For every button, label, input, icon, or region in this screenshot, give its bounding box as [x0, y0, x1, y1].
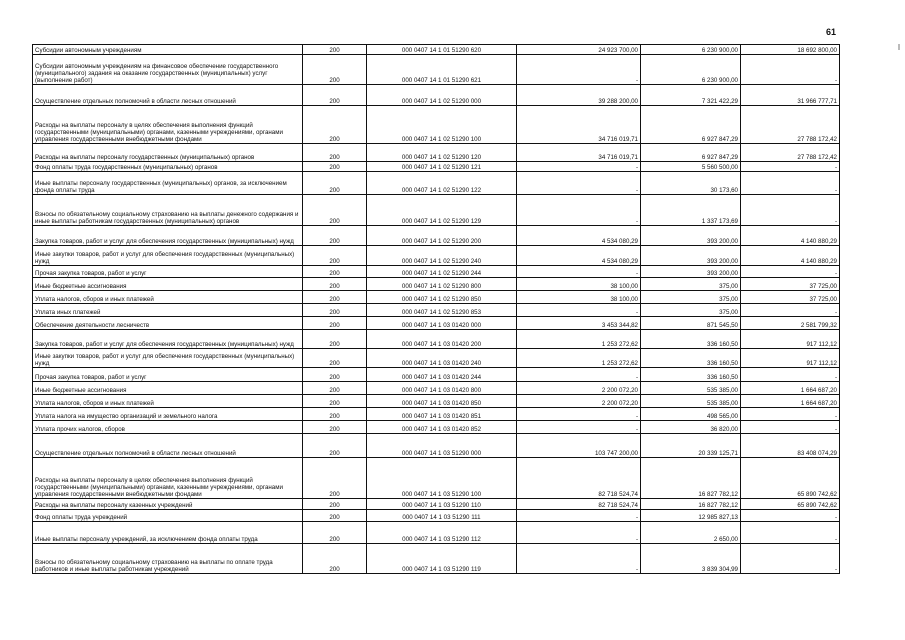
table-row [33, 106, 840, 144]
executed-amount-cell: 7 321 422,29 [641, 85, 741, 106]
table-row [33, 172, 840, 195]
budget-classification-code-cell: 000 0407 14 1 02 51290 129 [367, 195, 517, 226]
executed-amount-cell: 871 545,50 [641, 317, 741, 330]
approved-amount-cell: - [517, 304, 641, 317]
expense-name-cell: Обеспечение деятельности лесничеств [33, 317, 303, 330]
approved-amount-cell: 4 534 080,29 [517, 226, 641, 246]
approved-amount-cell: 3 453 344,82 [517, 317, 641, 330]
executed-amount-cell: 535 385,00 [641, 395, 741, 408]
expense-name-cell: Прочая закупка товаров, работ и услуг [33, 266, 303, 278]
executed-amount-cell: 16 827 782,12 [641, 499, 741, 510]
approved-amount-cell: - [517, 172, 641, 195]
line-code-cell: 200 [303, 266, 367, 278]
remaining-amount-cell: - [741, 408, 840, 421]
table-row [33, 226, 840, 246]
executed-amount-cell: 6 230 900,00 [641, 55, 741, 85]
line-code-cell: 200 [303, 349, 367, 368]
executed-amount-cell: 20 339 125,71 [641, 434, 741, 458]
table-row [33, 144, 840, 162]
remaining-amount-cell: - [741, 304, 840, 317]
budget-classification-code-cell: 000 0407 14 1 01 51290 620 [367, 45, 517, 55]
budget-classification-code-cell: 000 0407 14 1 02 51290 850 [367, 291, 517, 304]
remaining-amount-cell: - [741, 195, 840, 226]
budget-classification-code-cell: 000 0407 14 1 02 51290 100 [367, 106, 517, 144]
budget-classification-code-cell: 000 0407 14 1 03 01420 244 [367, 368, 517, 382]
line-code-cell: 200 [303, 55, 367, 85]
budget-classification-code-cell: 000 0407 14 1 02 51290 240 [367, 246, 517, 266]
line-code-cell: 200 [303, 458, 367, 499]
expense-name-cell: Уплата прочих налогов, сборов [33, 421, 303, 434]
executed-amount-cell: 6 927 847,29 [641, 144, 741, 162]
remaining-amount-cell: 2 581 799,32 [741, 317, 840, 330]
expense-name-cell: Субсидии автономным учреждениям на финансовое обеспечение государственного (муниципального) задания на оказание государственных (муниципальных) услуг (выполнение работ) [33, 55, 303, 85]
line-code-cell: 200 [303, 395, 367, 408]
budget-classification-code-cell: 000 0407 14 1 03 51290 100 [367, 458, 517, 499]
approved-amount-cell: 34 716 019,71 [517, 106, 641, 144]
remaining-amount-cell: 65 890 742,62 [741, 458, 840, 499]
remaining-amount-cell: - [741, 522, 840, 544]
executed-amount-cell: 535 385,00 [641, 382, 741, 395]
line-code-cell: 200 [303, 162, 367, 172]
remaining-amount-cell: 27 788 172,42 [741, 144, 840, 162]
table-row [33, 330, 840, 349]
budget-classification-code-cell: 000 0407 14 1 03 01420 000 [367, 317, 517, 330]
remaining-amount-cell: - [741, 421, 840, 434]
budget-classification-code-cell: 000 0407 14 1 03 01420 240 [367, 349, 517, 368]
expense-name-cell: Прочая закупка товаров, работ и услуг [33, 368, 303, 382]
line-code-cell: 200 [303, 421, 367, 434]
table-row [33, 195, 840, 226]
remaining-amount-cell: 37 725,00 [741, 291, 840, 304]
remaining-amount-cell: 18 692 800,00 [741, 45, 840, 55]
approved-amount-cell: - [517, 421, 641, 434]
expense-name-cell: Субсидии автономным учреждениям [33, 45, 303, 55]
line-code-cell: 200 [303, 85, 367, 106]
line-code-cell: 200 [303, 144, 367, 162]
line-code-cell: 200 [303, 291, 367, 304]
expense-name-cell: Осуществление отдельных полномочий в области лесных отношений [33, 434, 303, 458]
approved-amount-cell: 4 534 080,29 [517, 246, 641, 266]
line-code-cell: 200 [303, 434, 367, 458]
executed-amount-cell: 393 200,00 [641, 246, 741, 266]
budget-classification-code-cell: 000 0407 14 1 02 51290 122 [367, 172, 517, 195]
approved-amount-cell: 39 288 200,00 [517, 85, 641, 106]
scan-edge-mark [898, 44, 900, 50]
table-row [33, 246, 840, 266]
remaining-amount-cell: 27 788 172,42 [741, 106, 840, 144]
table-row [33, 510, 840, 522]
approved-amount-cell: 82 718 524,74 [517, 499, 641, 510]
line-code-cell: 200 [303, 45, 367, 55]
line-code-cell: 200 [303, 510, 367, 522]
expense-name-cell: Расходы на выплаты персоналу казенных учреждений [33, 499, 303, 510]
table-row [33, 408, 840, 421]
approved-amount-cell: - [517, 55, 641, 85]
executed-amount-cell: 1 337 173,69 [641, 195, 741, 226]
remaining-amount-cell: - [741, 172, 840, 195]
expense-name-cell: Иные бюджетные ассигнования [33, 382, 303, 395]
line-code-cell: 200 [303, 330, 367, 349]
budget-classification-code-cell: 000 0407 14 1 03 51290 112 [367, 522, 517, 544]
line-code-cell: 200 [303, 106, 367, 144]
remaining-amount-cell: 917 112,12 [741, 330, 840, 349]
executed-amount-cell: 30 173,60 [641, 172, 741, 195]
expense-name-cell: Уплата иных платежей [33, 304, 303, 317]
table-body [33, 45, 840, 574]
table-row [33, 266, 840, 278]
expense-name-cell: Иные закупки товаров, работ и услуг для обеспечения государственных (муниципальных) нужд [33, 246, 303, 266]
remaining-amount-cell: - [741, 544, 840, 574]
executed-amount-cell: 375,00 [641, 304, 741, 317]
remaining-amount-cell: 83 408 074,29 [741, 434, 840, 458]
approved-amount-cell: - [517, 544, 641, 574]
approved-amount-cell: - [517, 510, 641, 522]
table-row [33, 291, 840, 304]
remaining-amount-cell: 37 725,00 [741, 278, 840, 291]
table-row [33, 382, 840, 395]
budget-classification-code-cell: 000 0407 14 1 01 51290 621 [367, 55, 517, 85]
line-code-cell: 200 [303, 544, 367, 574]
budget-classification-code-cell: 000 0407 14 1 03 51290 119 [367, 544, 517, 574]
approved-amount-cell: 34 716 019,71 [517, 144, 641, 162]
table-row [33, 55, 840, 85]
remaining-amount-cell: - [741, 162, 840, 172]
table-row [33, 458, 840, 499]
expense-name-cell: Расходы на выплаты персоналу государственных (муниципальных) органов [33, 144, 303, 162]
line-code-cell: 200 [303, 172, 367, 195]
budget-classification-code-cell: 000 0407 14 1 02 51290 244 [367, 266, 517, 278]
executed-amount-cell: 3 839 304,99 [641, 544, 741, 574]
line-code-cell: 200 [303, 226, 367, 246]
line-code-cell: 200 [303, 246, 367, 266]
remaining-amount-cell: 65 890 742,62 [741, 499, 840, 510]
approved-amount-cell: 38 100,00 [517, 278, 641, 291]
budget-classification-code-cell: 000 0407 14 1 02 51290 000 [367, 85, 517, 106]
executed-amount-cell: 375,00 [641, 278, 741, 291]
table-row [33, 45, 840, 55]
executed-amount-cell: 16 827 782,12 [641, 458, 741, 499]
budget-classification-code-cell: 000 0407 14 1 03 01420 852 [367, 421, 517, 434]
approved-amount-cell: - [517, 266, 641, 278]
remaining-amount-cell: 4 140 880,29 [741, 246, 840, 266]
approved-amount-cell: 1 253 272,62 [517, 349, 641, 368]
budget-classification-code-cell: 000 0407 14 1 03 01420 850 [367, 395, 517, 408]
budget-classification-code-cell: 000 0407 14 1 03 01420 800 [367, 382, 517, 395]
remaining-amount-cell: - [741, 368, 840, 382]
executed-amount-cell: 375,00 [641, 291, 741, 304]
approved-amount-cell: - [517, 162, 641, 172]
line-code-cell: 200 [303, 278, 367, 291]
executed-amount-cell: 5 560 500,00 [641, 162, 741, 172]
executed-amount-cell: 6 927 847,29 [641, 106, 741, 144]
table-row [33, 317, 840, 330]
table-row [33, 349, 840, 368]
table-row [33, 304, 840, 317]
approved-amount-cell: - [517, 195, 641, 226]
table-row [33, 522, 840, 544]
line-code-cell: 200 [303, 304, 367, 317]
expense-name-cell: Фонд оплаты труда учреждений [33, 510, 303, 522]
remaining-amount-cell: 31 966 777,71 [741, 85, 840, 106]
line-code-cell: 200 [303, 522, 367, 544]
budget-classification-code-cell: 000 0407 14 1 03 51290 111 [367, 510, 517, 522]
expense-name-cell: Осуществление отдельных полномочий в области лесных отношений [33, 85, 303, 106]
expense-name-cell: Уплата налогов, сборов и иных платежей [33, 395, 303, 408]
approved-amount-cell: 2 200 072,20 [517, 395, 641, 408]
remaining-amount-cell: - [741, 266, 840, 278]
executed-amount-cell: 36 820,00 [641, 421, 741, 434]
expense-name-cell: Фонд оплаты труда государственных (муниципальных) органов [33, 162, 303, 172]
budget-classification-code-cell: 000 0407 14 1 02 51290 121 [367, 162, 517, 172]
expense-name-cell: Расходы на выплаты персоналу в целях обеспечения выполнения функций государственными (муниципальными) органами, казенными учреждениями, органами управления государственными внебюджетными фондами [33, 106, 303, 144]
budget-classification-code-cell: 000 0407 14 1 02 51290 800 [367, 278, 517, 291]
approved-amount-cell: - [517, 368, 641, 382]
approved-amount-cell: 103 747 200,00 [517, 434, 641, 458]
approved-amount-cell: 38 100,00 [517, 291, 641, 304]
executed-amount-cell: 6 230 900,00 [641, 45, 741, 55]
budget-classification-code-cell: 000 0407 14 1 02 51290 120 [367, 144, 517, 162]
line-code-cell: 200 [303, 195, 367, 226]
executed-amount-cell: 393 200,00 [641, 226, 741, 246]
page-number: 61 [826, 27, 837, 37]
expense-name-cell: Расходы на выплаты персоналу в целях обеспечения выполнения функций государственными (муниципальными) органами, казенными учреждениями, органами управления государственными внебюджетными фондами [33, 458, 303, 499]
budget-classification-code-cell: 000 0407 14 1 02 51290 853 [367, 304, 517, 317]
remaining-amount-cell: 1 664 687,20 [741, 382, 840, 395]
expense-name-cell: Иные выплаты персоналу учреждений, за исключением фонда оплаты труда [33, 522, 303, 544]
budget-classification-code-cell: 000 0407 14 1 02 51290 200 [367, 226, 517, 246]
approved-amount-cell: - [517, 408, 641, 421]
budget-execution-table [32, 44, 840, 574]
remaining-amount-cell: - [741, 55, 840, 85]
table-row [33, 544, 840, 574]
table-row [33, 395, 840, 408]
table-row [33, 434, 840, 458]
line-code-cell: 200 [303, 368, 367, 382]
executed-amount-cell: 12 985 827,13 [641, 510, 741, 522]
executed-amount-cell: 2 650,00 [641, 522, 741, 544]
table-row [33, 368, 840, 382]
table-row [33, 85, 840, 106]
expense-name-cell: Иные закупки товаров, работ и услуг для обеспечения государственных (муниципальных) нужд [33, 349, 303, 368]
expense-name-cell: Уплата налогов, сборов и иных платежей [33, 291, 303, 304]
line-code-cell: 200 [303, 408, 367, 421]
expense-name-cell: Закупка товаров, работ и услуг для обеспечения государственных (муниципальных) нужд [33, 226, 303, 246]
remaining-amount-cell: 4 140 880,29 [741, 226, 840, 246]
executed-amount-cell: 336 160,50 [641, 368, 741, 382]
budget-classification-code-cell: 000 0407 14 1 03 51290 110 [367, 499, 517, 510]
expense-name-cell: Взносы по обязательному социальному страхованию на выплаты денежного содержания и иные выплаты работникам государственных (муниципальных) органов [33, 195, 303, 226]
expense-name-cell: Иные выплаты персоналу государственных (муниципальных) органов, за исключением фонда оплаты труда [33, 172, 303, 195]
approved-amount-cell: 82 718 524,74 [517, 458, 641, 499]
table-row [33, 499, 840, 510]
table-row [33, 162, 840, 172]
budget-classification-code-cell: 000 0407 14 1 03 51290 000 [367, 434, 517, 458]
line-code-cell: 200 [303, 317, 367, 330]
remaining-amount-cell: - [741, 510, 840, 522]
approved-amount-cell: - [517, 522, 641, 544]
budget-classification-code-cell: 000 0407 14 1 03 01420 200 [367, 330, 517, 349]
line-code-cell: 200 [303, 499, 367, 510]
executed-amount-cell: 336 160,50 [641, 349, 741, 368]
executed-amount-cell: 336 160,50 [641, 330, 741, 349]
expense-name-cell: Закупка товаров, работ и услуг для обеспечения государственных (муниципальных) нужд [33, 330, 303, 349]
executed-amount-cell: 498 565,00 [641, 408, 741, 421]
expense-name-cell: Иные бюджетные ассигнования [33, 278, 303, 291]
approved-amount-cell: 24 923 700,00 [517, 45, 641, 55]
table-row [33, 421, 840, 434]
remaining-amount-cell: 917 112,12 [741, 349, 840, 368]
approved-amount-cell: 2 200 072,20 [517, 382, 641, 395]
executed-amount-cell: 393 200,00 [641, 266, 741, 278]
table-row [33, 278, 840, 291]
line-code-cell: 200 [303, 382, 367, 395]
expense-name-cell: Взносы по обязательному социальному страхованию на выплаты по оплате труда работников и иные выплаты работникам учреждений [33, 544, 303, 574]
approved-amount-cell: 1 253 272,62 [517, 330, 641, 349]
budget-classification-code-cell: 000 0407 14 1 03 01420 851 [367, 408, 517, 421]
remaining-amount-cell: 1 664 687,20 [741, 395, 840, 408]
expense-name-cell: Уплата налога на имущество организаций и земельного налога [33, 408, 303, 421]
